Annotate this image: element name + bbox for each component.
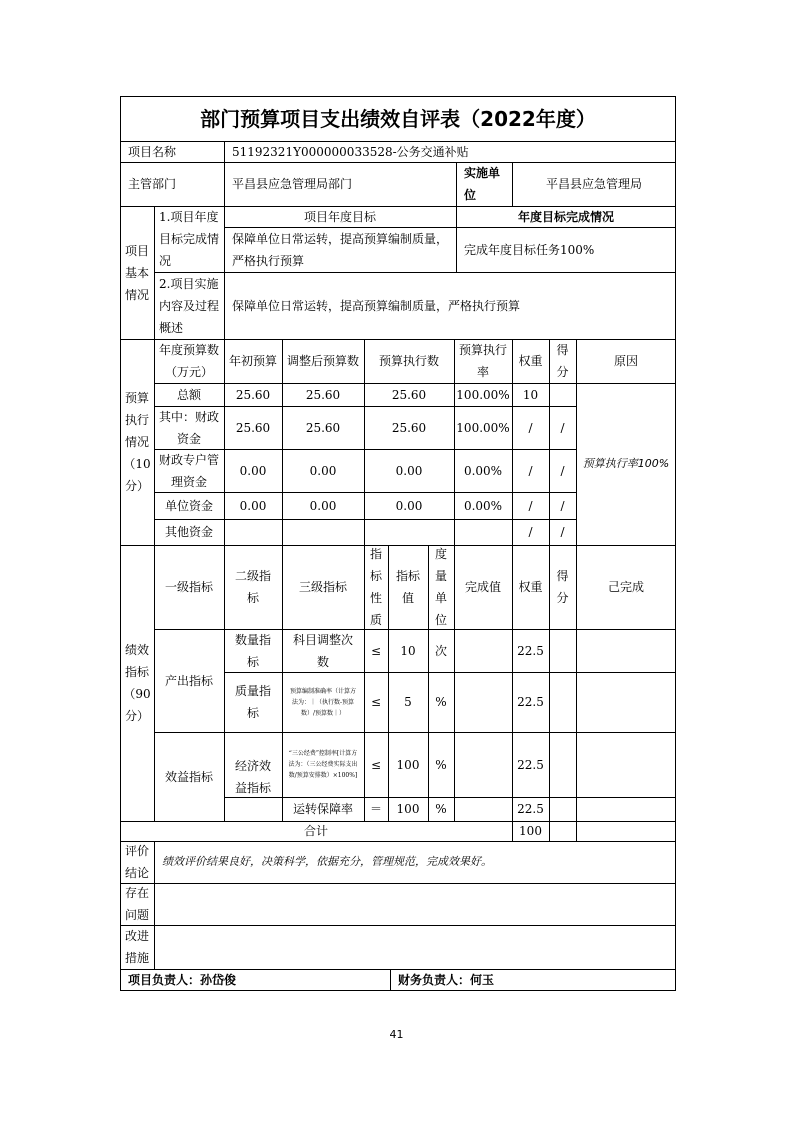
perf-row-nature: ＝ [369,802,382,816]
budget-row-weight: / [528,498,533,513]
improve-text [154,925,676,969]
annual-target-header: 项目年度目标 [303,209,376,224]
budget-section-label: 预算执行情况（10分） [123,391,151,493]
project-name-label: 项目名称 [128,144,177,159]
impl-unit-label: 实施单位 [464,166,501,202]
perf-row-value: 10 [400,643,416,658]
perf-row-weight: 22.5 [517,757,544,772]
budget-row-adjusted: 0.00 [309,463,337,478]
perf-header-weight: 权重 [518,580,543,594]
perf-row-weight: 22.5 [517,695,544,709]
issue-label: 存在问题 [125,886,150,922]
annual-target-text: 保障单位日常运转，提高预算编制质量，严格执行预算 [232,231,449,268]
budget-reason: 预算执行率100% [582,457,670,470]
perf-row-unit: % [435,757,447,772]
perf-row-unit: % [435,695,447,709]
perf-row-score [549,732,576,797]
budget-row-score [549,383,576,406]
total-weight: 100 [519,824,542,838]
budget-row-rate: 100.00% [456,387,510,402]
budget-row-initial: 25.60 [235,387,271,402]
budget-row-score: / [560,525,565,539]
budget-row-label: 其他资金 [164,525,213,539]
budget-row-adjusted: 25.60 [305,420,341,435]
budget-row-weight: / [528,420,533,435]
performance-section-label: 绩效指标（90分） [123,643,151,723]
budget-row-label: 总额 [176,387,201,402]
target-label: 1.项目年度目标完成情况 [159,210,220,268]
perf-header-completed: 己完成 [607,580,644,594]
perf-header-value: 指标值 [396,569,421,605]
budget-row-executed: 25.60 [391,420,427,435]
budget-row-executed: 0.00 [395,463,423,478]
impl-unit-value: 平昌县应急管理局 [545,177,642,191]
project-owner: 项目负责人：孙岱俊 [128,973,237,987]
perf-header-level2: 二级指标 [234,569,271,605]
budget-header-initial: 年初预算 [228,354,277,368]
perf-row-level3: 科目调整次数 [292,632,353,669]
budget-row-weight: / [528,463,533,478]
budget-header-annual: 年度预算数（万元） [158,343,219,379]
perf-row-level3: 运转保障率 [292,802,353,816]
perf-row-score [549,797,576,821]
total-label: 合计 [303,824,328,838]
perf-header-nature: 指标性质 [369,547,382,627]
budget-row-score: / [560,420,565,435]
output-indicator-label: 产出指标 [164,673,213,688]
budget-row-executed: 0.00 [395,498,423,513]
perf-row-value: 100 [396,802,420,816]
perf-row-weight: 22.5 [517,802,544,816]
budget-header-rate: 预算执行率 [458,343,507,379]
budget-row-initial [224,519,282,545]
perf-row-value: 100 [396,757,420,772]
benefit-indicator-label: 效益指标 [164,769,213,784]
budget-row-rate: 0.00% [463,498,503,513]
perf-row-score [549,672,576,732]
issue-text [154,883,676,925]
impl-content-text: 保障单位日常运转，提高预算编制质量，严格执行预算 [232,298,521,313]
budget-header-executed: 预算执行数 [378,354,439,368]
budget-header-adjusted: 调整后预算数 [286,354,359,368]
perf-row-done [454,797,512,821]
evaluation-table [120,96,676,991]
eval-label: 评价结论 [125,844,150,880]
eval-text: 绩效评价结果良好，决策科学，依据充分，管理规范，完成效果好。 [162,855,492,868]
perf-row-level2: 经济效益指标 [234,758,271,795]
budget-header-reason: 原因 [613,354,638,368]
perf-row-level3: “三公经费”控制率[计算方法为：（三公经费实际支出数/预算安排数）×100%] [288,750,358,779]
budget-row-label: 其中：财政资金 [158,409,219,446]
perf-row-done [454,732,512,797]
budget-row-label: 财政专户管理资金 [158,452,219,489]
perf-row-unit: % [435,802,447,816]
budget-row-rate [454,519,512,545]
perf-header-level3: 三级指标 [298,580,347,594]
budget-row-executed [364,519,454,545]
perf-row-unit: 次 [434,643,447,658]
dept-value: 平昌县应急管理局部门 [232,177,353,191]
perf-row-nature: ≤ [370,643,382,658]
budget-row-initial: 0.00 [239,498,267,513]
budget-row-weight: / [528,525,533,539]
project-name-value: 51192321Y000000033528-公务交通补贴 [232,144,469,159]
budget-header-weight: 权重 [518,354,543,368]
budget-row-rate: 0.00% [463,463,503,478]
perf-row-level3: 预算编制准确率（计算方法为：｜（执行数-预算数）/预算数｜） [289,687,356,717]
completion-header: 年度目标完成情况 [517,209,614,224]
budget-row-adjusted: 25.60 [305,387,341,402]
perf-row-level2: 质量指标 [234,684,271,720]
perf-row-nature: ≤ [370,757,382,772]
perf-row-nature: ≤ [370,695,382,709]
perf-header-score: 得分 [556,569,569,605]
perf-row-level2: 数量指标 [234,632,271,669]
budget-row-adjusted [282,519,364,545]
budget-row-executed: 25.60 [391,387,427,402]
perf-header-done: 完成值 [464,580,501,594]
basic-section-label: 项目基本情况 [125,243,150,302]
improve-label: 改进措施 [125,929,150,965]
budget-row-weight: 10 [522,387,539,402]
perf-row-value: 5 [404,695,412,709]
budget-header-score: 得分 [556,343,569,379]
budget-row-adjusted: 0.00 [309,498,337,513]
perf-row-weight: 22.5 [517,643,544,658]
finance-owner: 财务负责人：何玉 [398,973,495,987]
budget-row-label: 单位资金 [164,498,213,513]
perf-row-done [454,629,512,672]
perf-header-unit: 度量单位 [434,547,447,627]
perf-header-level1: 一级指标 [164,580,213,594]
budget-row-initial: 0.00 [239,463,267,478]
impl-content-label: 2.项目实施内容及过程概述 [159,276,220,335]
perf-row-done [454,672,512,732]
page-number: 41 [389,1028,404,1041]
perf-row-score [549,629,576,672]
completion-text: 完成年度目标任务100% [464,242,595,257]
budget-row-initial: 25.60 [235,420,271,435]
dept-label: 主管部门 [128,177,177,191]
budget-row-rate: 100.00% [456,420,510,435]
page-title: 部门预算项目支出绩效自评表（2022年度） [200,106,596,131]
budget-row-score: / [560,498,565,513]
budget-row-score: / [560,463,565,478]
